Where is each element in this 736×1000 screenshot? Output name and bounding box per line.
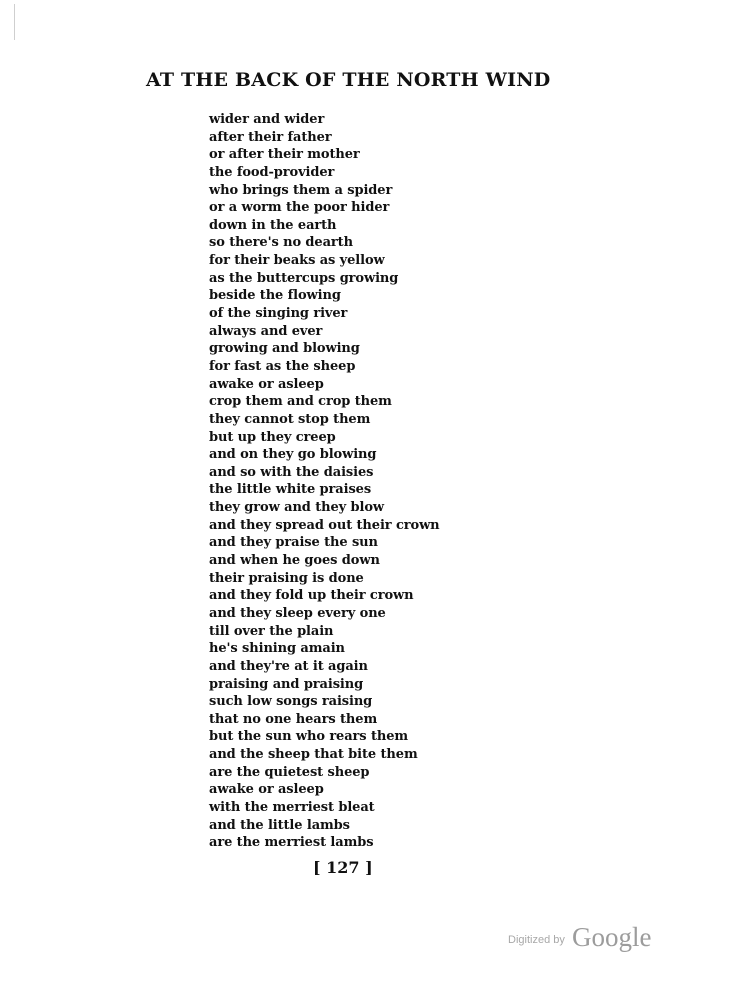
poem-line: he's shining amain xyxy=(209,641,345,657)
poem-line: praising and praising xyxy=(209,676,364,692)
poem-line: they grow and they blow xyxy=(209,500,385,516)
poem-line: and they fold up their crown xyxy=(209,588,414,604)
poem-line: the food-provider xyxy=(209,164,335,180)
poem-line: and so with the daisies xyxy=(209,464,374,480)
poem-line: are the quietest sheep xyxy=(209,764,370,780)
poem-line: wider and wider xyxy=(209,112,325,127)
poem-line: beside the flowing xyxy=(209,288,341,304)
poem-line: after their father xyxy=(209,129,332,145)
poem-line: are the merriest lambs xyxy=(209,835,374,851)
poem-line: and the sheep that bite them xyxy=(209,747,418,763)
poem-line: the little white praises xyxy=(209,482,372,498)
poem-line: as the buttercups growing xyxy=(209,270,399,286)
poem-line: with the merriest bleat xyxy=(209,799,375,815)
poem-line: and they're at it again xyxy=(209,658,368,674)
poem-body xyxy=(209,111,440,852)
poem-line: they cannot stop them xyxy=(209,411,371,427)
poem-line: till over the plain xyxy=(209,623,334,639)
poem-line: but up they creep xyxy=(209,429,336,445)
poem-line: who brings them a spider xyxy=(209,182,393,198)
running-title: AT THE BACK OF THE NORTH WIND xyxy=(146,69,551,91)
watermark-prefix: Digitized by xyxy=(508,934,565,946)
poem-line: always and ever xyxy=(209,323,323,339)
poem-line: and they praise the sun xyxy=(209,535,378,551)
poem-line: that no one hears them xyxy=(209,711,378,727)
poem-line: and when he goes down xyxy=(209,553,380,569)
poem-line: and the little lambs xyxy=(209,817,350,833)
poem-line: so there's no dearth xyxy=(209,235,353,251)
google-logo: Google xyxy=(571,922,652,952)
poem-line: and they spread out their crown xyxy=(209,517,440,533)
poem-line: for their beaks as yellow xyxy=(209,253,385,269)
poem-line: or after their mother xyxy=(209,147,360,163)
page-number: [ 127 ] xyxy=(313,858,373,877)
poem-line: awake or asleep xyxy=(209,782,324,798)
digitized-watermark xyxy=(508,922,651,953)
scan-edge-mark xyxy=(14,4,15,40)
poem-line: of the singing river xyxy=(209,306,348,322)
poem-line: and on they go blowing xyxy=(209,447,377,463)
poem-line: awake or asleep xyxy=(209,376,324,392)
poem-line: and they sleep every one xyxy=(209,605,386,621)
poem-line: their praising is done xyxy=(209,570,364,586)
poem-line: crop them and crop them xyxy=(209,394,392,410)
poem-line: such low songs raising xyxy=(209,694,373,710)
poem-line: for fast as the sheep xyxy=(209,358,356,374)
poem-line: growing and blowing xyxy=(209,341,360,357)
poem-line: down in the earth xyxy=(209,217,337,233)
poem-line: but the sun who rears them xyxy=(209,729,409,745)
poem-line: or a worm the poor hider xyxy=(209,200,390,216)
